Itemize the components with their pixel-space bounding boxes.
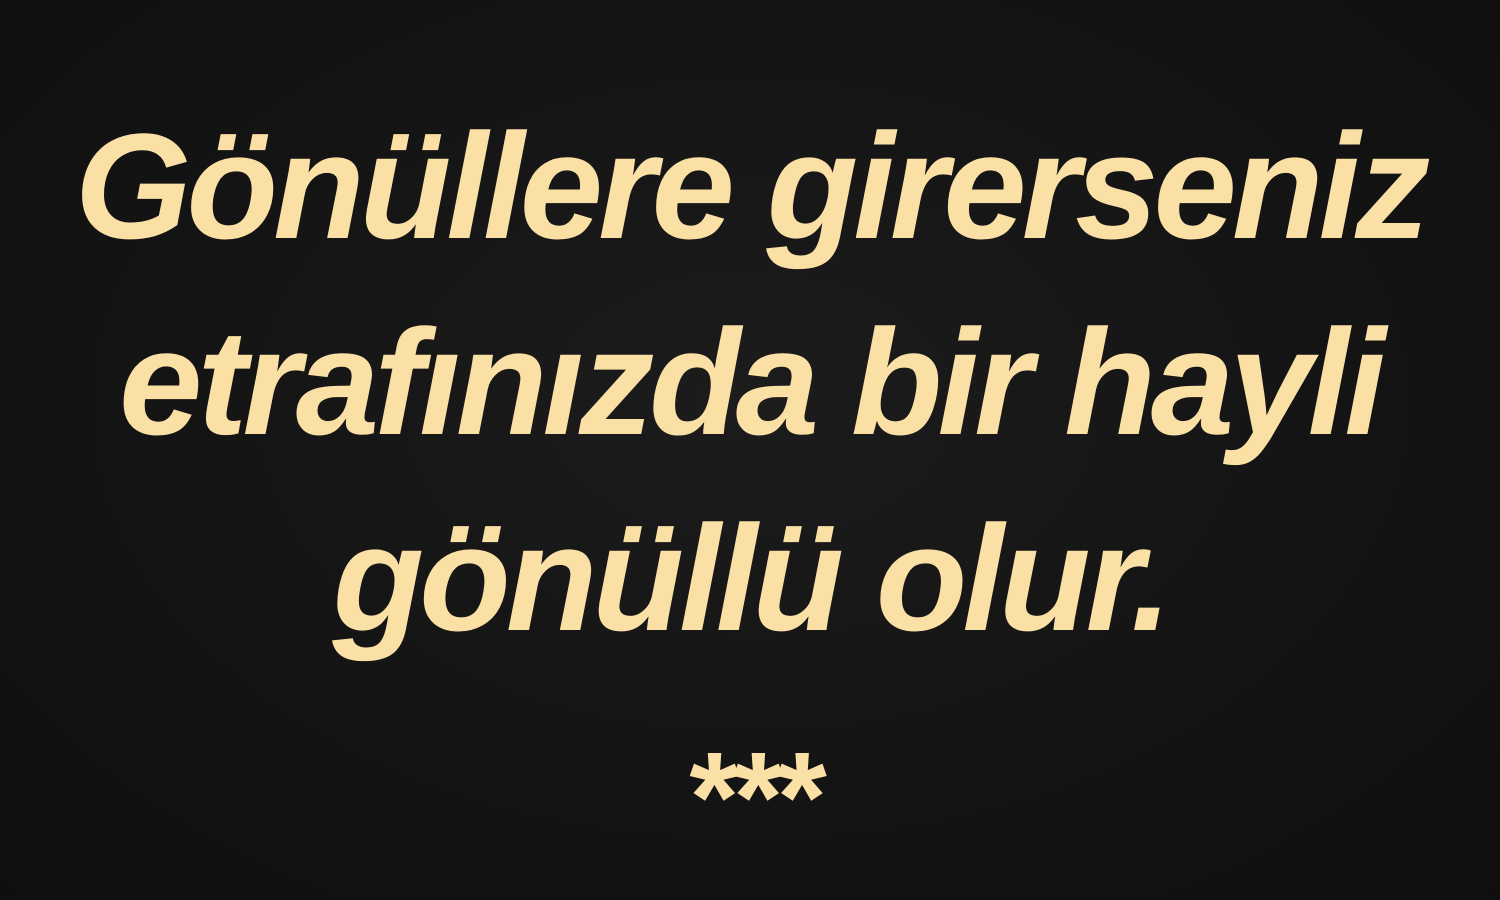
quote-text [0,88,1500,676]
asterisk-separator: *** [684,726,816,869]
quote-line-3: gönüllü olur. [332,494,1168,662]
quote-line-2: etrafınızda bir hayli [119,298,1381,466]
quote-line-1: Gönüllere girerseniz [74,102,1426,270]
